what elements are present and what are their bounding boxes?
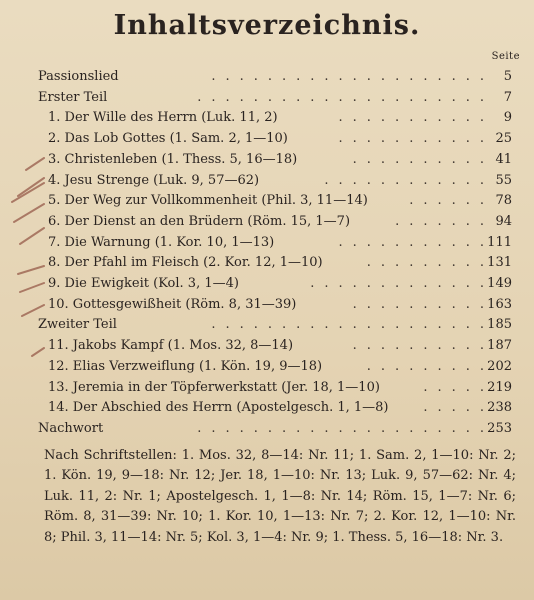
toc-entry-title: 1. Der Wille des Herrn (Luk. 11, 2) (48, 110, 278, 126)
toc-leader-dots: ..................... (197, 420, 494, 436)
toc-leader-dots: ........... (338, 131, 494, 147)
toc-entry-title: 14. Der Abschied des Herrn (Apostelgesch. 1, 1—8) (48, 400, 389, 416)
page-column-header: Seite (491, 51, 520, 62)
toc-leader-dots: ........... (338, 110, 494, 126)
toc-entry-title: 6. Der Dienst an den Brüdern (Röm. 15, 1—7) (48, 213, 351, 229)
toc-page-number: 131 (487, 255, 512, 271)
toc-page-number: 78 (495, 193, 512, 209)
toc-leader-dots: ............ (324, 172, 494, 188)
toc-page-number: 219 (487, 379, 512, 395)
toc-leader-dots: ......... (366, 255, 494, 271)
toc-page-number: 238 (487, 400, 512, 416)
toc-page-number: 202 (487, 358, 512, 374)
pencil-mark (32, 348, 44, 356)
toc-page-number: 25 (495, 131, 512, 147)
toc-entry-title: Nachwort (38, 420, 104, 436)
toc-page-number: 185 (487, 317, 512, 333)
toc-page-number: 149 (487, 276, 512, 291)
toc-entry-title: 8. Der Pfahl im Fleisch (2. Kor. 12, 1—10) (48, 255, 323, 271)
toc-page-number: 9 (503, 110, 512, 126)
toc-leader-dots: ..................... (197, 89, 494, 105)
toc-entry-title: Zweiter Teil (38, 317, 117, 333)
toc-entry-title: 5. Der Weg zur Vollkommenheit (Phil. 3, 11—14) (48, 193, 368, 209)
toc-entry-title: 2. Das Lob Gottes (1. Sam. 2, 1—10) (48, 131, 288, 147)
toc-page-number: 163 (487, 296, 512, 312)
toc-leader-dots: .......... (352, 338, 494, 354)
pencil-mark (26, 158, 44, 170)
toc-leader-dots: ...... (409, 193, 494, 209)
toc-page-number: 55 (495, 172, 512, 188)
scripture-index: Nach Schriftstellen: 1. Mos. 32, 8—14: Nr. 11; 1. Sam. 2, 1—10: Nr. 2; 1. Kön. 19, 9—18: Nr. 12; Jer. 18, 1—10: Nr. 13; Luk. 9, 57—62: Nr. 4; Luk. 11, 2: Nr. 1; Apostelgesch. 1, 1—8: Nr. 14; Röm. 15, 1—7: Nr. 6; Röm. 8, 31—39: Nr. 10; 1. Kor. 10, 1—13: Nr. 7; 2. Kor. 12, 1—10: Nr. 8; Phil. 3, 11—14: Nr. 5; Kol. 3, 1—4: Nr. 9; 1. Thess. 5, 16—18: Nr. 3. (44, 448, 516, 545)
toc-page-number: 253 (487, 420, 512, 436)
toc-leader-dots: .......... (352, 296, 494, 312)
pencil-mark (18, 266, 44, 274)
pencil-mark (18, 178, 44, 196)
toc-entry-title: 9. Die Ewigkeit (Kol. 3, 1—4) (48, 276, 239, 291)
toc-entry-title: 10. Gottesgewißheit (Röm. 8, 31—39) (48, 296, 297, 312)
toc-entry-title: 3. Christenleben (1. Thess. 5, 16—18) (48, 151, 298, 167)
toc-leader-dots: ..... (423, 379, 494, 395)
toc-page-number: 94 (495, 213, 512, 229)
toc-leader-dots: ............. (310, 276, 494, 291)
toc-page-number: 41 (495, 151, 512, 167)
toc-leader-dots: ..... (423, 400, 494, 416)
toc-page-number: 5 (503, 69, 512, 84)
toc-leader-dots: ......... (366, 358, 494, 374)
toc-entry-title: 13. Jeremia in der Töpferwerkstatt (Jer. 18, 1—10) (48, 379, 380, 395)
toc-leader-dots: .................... (211, 69, 494, 84)
pencil-mark (20, 283, 44, 292)
toc-entry-title: 12. Elias Verzweiflung (1. Kön. 19, 9—18) (48, 358, 323, 374)
pencil-mark (20, 228, 44, 244)
page-title: Inhaltsverzeichnis. (113, 10, 421, 41)
toc-entry-title: 4. Jesu Strenge (Luk. 9, 57—62) (48, 172, 260, 188)
pencil-mark (14, 204, 44, 222)
toc-page-number: 7 (503, 89, 512, 105)
pencil-mark (12, 183, 44, 202)
toc-leader-dots: .................... (211, 317, 494, 333)
pencil-mark (22, 305, 44, 316)
toc-entry-title: 11. Jakobs Kampf (1. Mos. 32, 8—14) (48, 338, 294, 354)
toc-entry-title: 7. Die Warnung (1. Kor. 10, 1—13) (48, 234, 275, 250)
toc-page-number: 187 (487, 338, 512, 354)
toc-leader-dots: .......... (352, 151, 494, 167)
toc-leader-dots: ....... (395, 213, 494, 229)
toc-leader-dots: ........... (338, 234, 494, 250)
toc-entry-title: Passionslied (38, 69, 119, 84)
toc-page-number: 111 (487, 234, 512, 250)
toc-entry-title: Erster Teil (38, 89, 108, 105)
